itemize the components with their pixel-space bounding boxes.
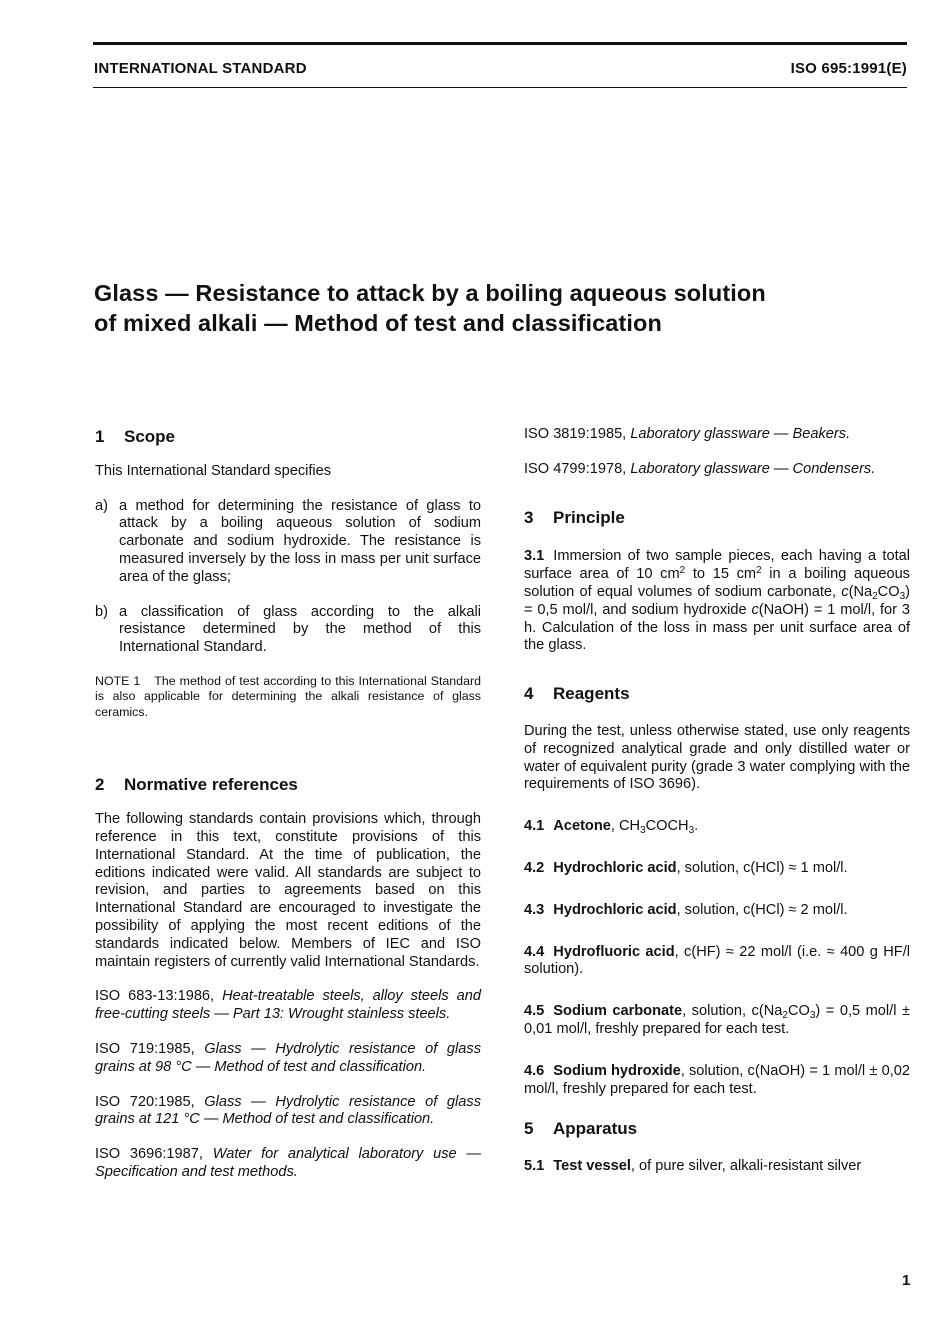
- clause-4-5: 4.5 Sodium carbonate, solution, $c(Na_2CO_3) = 0,5$ mol/l ± 0,01 mol/l, freshly prepared for each test.: [524, 1003, 910, 1037]
- list-item: [95, 604, 481, 657]
- list-text: a classification of glass according to the alkali resistance determined by the method of this International Standard.: [119, 603, 481, 656]
- reference-item: ISO 720:1985, Glass — Hydrolytic resistance of glass grains at 121 °C — Method of test and classification.: [95, 1093, 481, 1128]
- section-4-heading: [524, 685, 910, 703]
- clause-4-4: 4.4 Hydrofluoric acid, c(HF) ≈ 22 mol/l (i.e. ≈ 400 g HF/l solution).: [524, 943, 911, 978]
- title-line-1: Glass — Resistance to attack by a boiling aqueous solution: [94, 280, 766, 306]
- section-2-heading: [95, 776, 481, 794]
- section-title: Normative references: [124, 775, 298, 795]
- document-title: [94, 278, 894, 338]
- header-bottom-rule: [93, 87, 907, 88]
- section-number: 1: [95, 427, 105, 446]
- normative-intro: The following standards contain provisions which, through reference in this text, constitute provisions of this International Standard. At the time of publication, the editions indicated were valid. All standards are subject to revision, and parties to agreements based on this International Standard are encouraged to investigate the possibility of applying the most recent editions of the standards indicated below. Members of IEC and ISO maintain registers of currently valid International Standards.: [95, 811, 481, 970]
- section-title: Apparatus: [553, 1119, 638, 1139]
- list-item: [95, 498, 481, 587]
- list-label: a): [95, 497, 108, 514]
- section-1-heading: [95, 428, 481, 446]
- clause-4-1: 4.1 Acetone, $CH_3COCH_3$.: [524, 818, 699, 837]
- reference-item: ISO 3819:1985, Laboratory glassware — Beakers.: [524, 426, 851, 442]
- section-title: Reagents: [553, 684, 630, 704]
- reference-item: ISO 719:1985, Glass — Hydrolytic resistance of glass grains at 98 °C — Method of test and classification.: [95, 1041, 481, 1075]
- clause-4-6: 4.6 Sodium hydroxide, solution, c(NaOH) = 1 mol/l ± 0,02 mol/l, freshly prepared for each test.: [524, 1062, 910, 1097]
- clause-4-3: 4.3 Hydrochloric acid, solution, c(HCl) ≈ 2 mol/l.: [524, 901, 848, 918]
- note-1: [95, 674, 481, 721]
- reference-item: ISO 4799:1978, Laboratory glassware — Condensers.: [524, 460, 876, 477]
- clause-5-1: 5.1 Test vessel, of pure silver, alkali-resistant silver: [524, 1158, 862, 1175]
- section-3-heading: [524, 509, 910, 527]
- header-document-type: INTERNATIONAL STANDARD: [94, 60, 307, 77]
- section-number: 2: [95, 775, 105, 795]
- section-title: Principle: [553, 507, 625, 527]
- page-number: 1: [902, 1272, 911, 1289]
- list-label: b): [95, 603, 108, 620]
- section-number: 3: [524, 507, 534, 527]
- reagents-intro: During the test, unless otherwise stated, use only reagents of recognized analytical grade and only distilled water or water of equivalent purity (grade 3 water complying with the requirements of ISO 3696).: [524, 722, 910, 793]
- reference-item: ISO 3696:1987, Water for analytical laboratory use — Specification and test methods.: [95, 1146, 481, 1181]
- header-standard-number: ISO 695:1991(E): [790, 60, 907, 77]
- reference-item: ISO 683-13:1986, Heat-treatable steels, alloy steels and free-cutting steels — Part 13: Wrought stainless steels.: [95, 988, 481, 1023]
- title-line-2: of mixed alkali — Method of test and classification: [94, 310, 662, 336]
- note-text: The method of test according to this International Standard is also applicable for determining the alkali resistance of glass ceramics.: [95, 673, 481, 719]
- header-top-rule: [93, 42, 907, 45]
- scope-intro: This International Standard specifies: [95, 462, 332, 479]
- clause-3-1: 3.1 Immersion of two sample pieces, each having a total surface area of 10 $cm^2$ to 15 $cm^2$ in a boiling aqueous solution of equal volumes of sodium carbonate, $c(Na_2CO_3) = 0,5$ mol/l, and sodium hydroxide c(NaOH) = 1 mol/l, for 3 h. Calculation of the loss in mass per unit surface area of the glass.: [524, 548, 910, 654]
- section-number: 5: [524, 1119, 534, 1139]
- section-5-heading: [524, 1120, 910, 1138]
- section-title: Scope: [124, 427, 176, 446]
- left-column: [95, 420, 481, 1182]
- clause-4-2: 4.2 Hydrochloric acid, solution, c(HCl) ≈ 1 mol/l.: [524, 859, 848, 876]
- section-number: 4: [524, 684, 534, 704]
- note-label: NOTE 1: [95, 673, 141, 688]
- right-column: [524, 420, 910, 1176]
- list-text: a method for determining the resistance of glass to attack by a boiling aqueous solution of sodium carbonate and sodium hydroxide. The resistance is measured inversely by the loss in mass per unit surface area of the glass;: [119, 497, 481, 585]
